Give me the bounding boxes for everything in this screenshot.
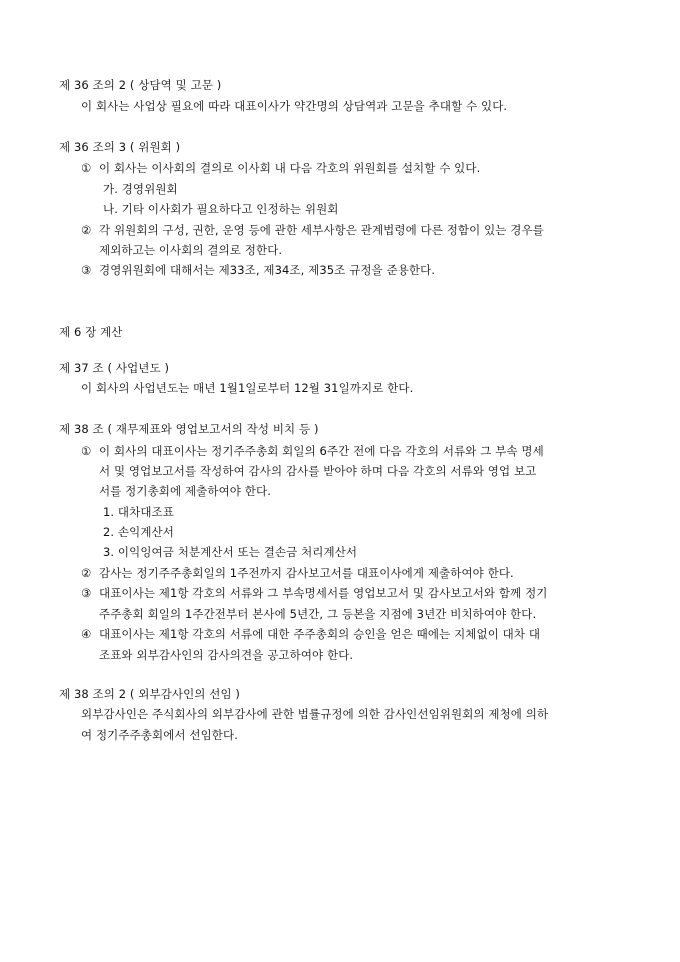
article-heading: 제 36 조의 3 ( 위원회 ) xyxy=(59,140,181,154)
article-heading: 제 37 조 ( 사업년도 ) xyxy=(59,361,170,375)
clause-text: 이 회사는 이사회의 결의로 이사회 내 다음 각호의 위원회를 설치할 수 있다. xyxy=(99,161,481,175)
sub-item: 나. 기타 이사회가 필요하다고 인정하는 위원회 xyxy=(103,202,339,216)
clause-2 xyxy=(81,225,544,237)
clause-marker: ② xyxy=(81,223,92,237)
clause-marker: ① xyxy=(81,444,92,458)
clause-text: 대표이사는 제1항 각호의 서류와 그 부속명세서를 영업보고서 및 감사보고서와 함께 정기 xyxy=(99,586,548,600)
sub-item: 3. 이익잉여금 처분계산서 또는 결손금 처리계산서 xyxy=(103,545,358,559)
clause-text: 대표이사는 제1항 각호의 서류에 대한 주주총회의 승인을 얻은 때에는 지체없이 대차 대 xyxy=(99,627,541,641)
clause-marker: ① xyxy=(81,161,92,175)
clause-text: 감사는 정기주주총회일의 1주전까지 감사보고서를 대표이사에게 제출하여야 한다. xyxy=(99,566,514,580)
clause-2 xyxy=(81,568,514,580)
clause-text-continued: 주주총회 회일의 1주간전부터 본사에 5년간, 그 등본을 지점에 3년간 비치하여야 한다. xyxy=(99,607,537,621)
clause-text-continued: 조표와 외부감사인의 감사의견을 공고하여야 한다. xyxy=(99,648,354,662)
sub-item: 가. 경영위원회 xyxy=(103,182,178,196)
article-heading: 제 36 조의 2 ( 상담역 및 고문 ) xyxy=(59,78,222,92)
chapter-heading: 제 6 장 계산 xyxy=(59,325,123,339)
clause-4 xyxy=(81,629,540,641)
clause-text-continued: 서 및 영업보고서를 작성하여 감사의 감사를 받아야 하며 다음 각호의 서류와 영업 보고 xyxy=(99,464,537,478)
clause-text: 각 위원회의 구성, 권한, 운영 등에 관한 세부사항은 관계법령에 다른 정함이 있는 경우를 xyxy=(99,223,544,237)
clause-text: 경영위원회에 대해서는 제33조, 제34조, 제35조 규정을 준용한다. xyxy=(99,263,436,277)
article-body: 이 회사는 사업상 필요에 따라 대표이사가 약간명의 상담역과 고문을 추대할 수 있다. xyxy=(81,99,508,113)
sub-item: 2. 손익계산서 xyxy=(103,525,174,539)
clause-text: 이 회사의 대표이사는 정기주주총회 회일의 6주간 전에 다음 각호의 서류와 그 부속 명세 xyxy=(99,444,544,458)
article-body-continued: 여 정기주주총회에서 선임한다. xyxy=(81,728,238,742)
clause-1 xyxy=(81,163,480,175)
article-body: 이 회사의 사업년도는 매년 1월1일로부터 12월 31일까지로 한다. xyxy=(81,381,414,395)
clause-marker: ② xyxy=(81,566,92,580)
clause-text-continued: 서를 정기총회에 제출하여야 한다. xyxy=(99,484,271,498)
article-heading: 제 38 조 ( 재무제표와 영업보고서의 작성 비치 등 ) xyxy=(59,422,319,436)
article-heading: 제 38 조의 2 ( 외부감사인의 선임 ) xyxy=(59,687,241,701)
clause-marker: ④ xyxy=(81,627,92,641)
clause-3 xyxy=(81,265,435,277)
clause-text-continued: 제외하고는 이사회의 결의로 정한다. xyxy=(99,243,283,257)
clause-3 xyxy=(81,588,548,600)
sub-item: 1. 대차대조표 xyxy=(103,505,174,519)
clause-marker: ③ xyxy=(81,586,92,600)
clause-marker: ③ xyxy=(81,263,92,277)
article-body: 외부감사인은 주식회사의 외부감사에 관한 법률규정에 의한 감사인선임위원회의 제청에 의하 xyxy=(81,707,549,721)
clause-1 xyxy=(81,446,544,458)
